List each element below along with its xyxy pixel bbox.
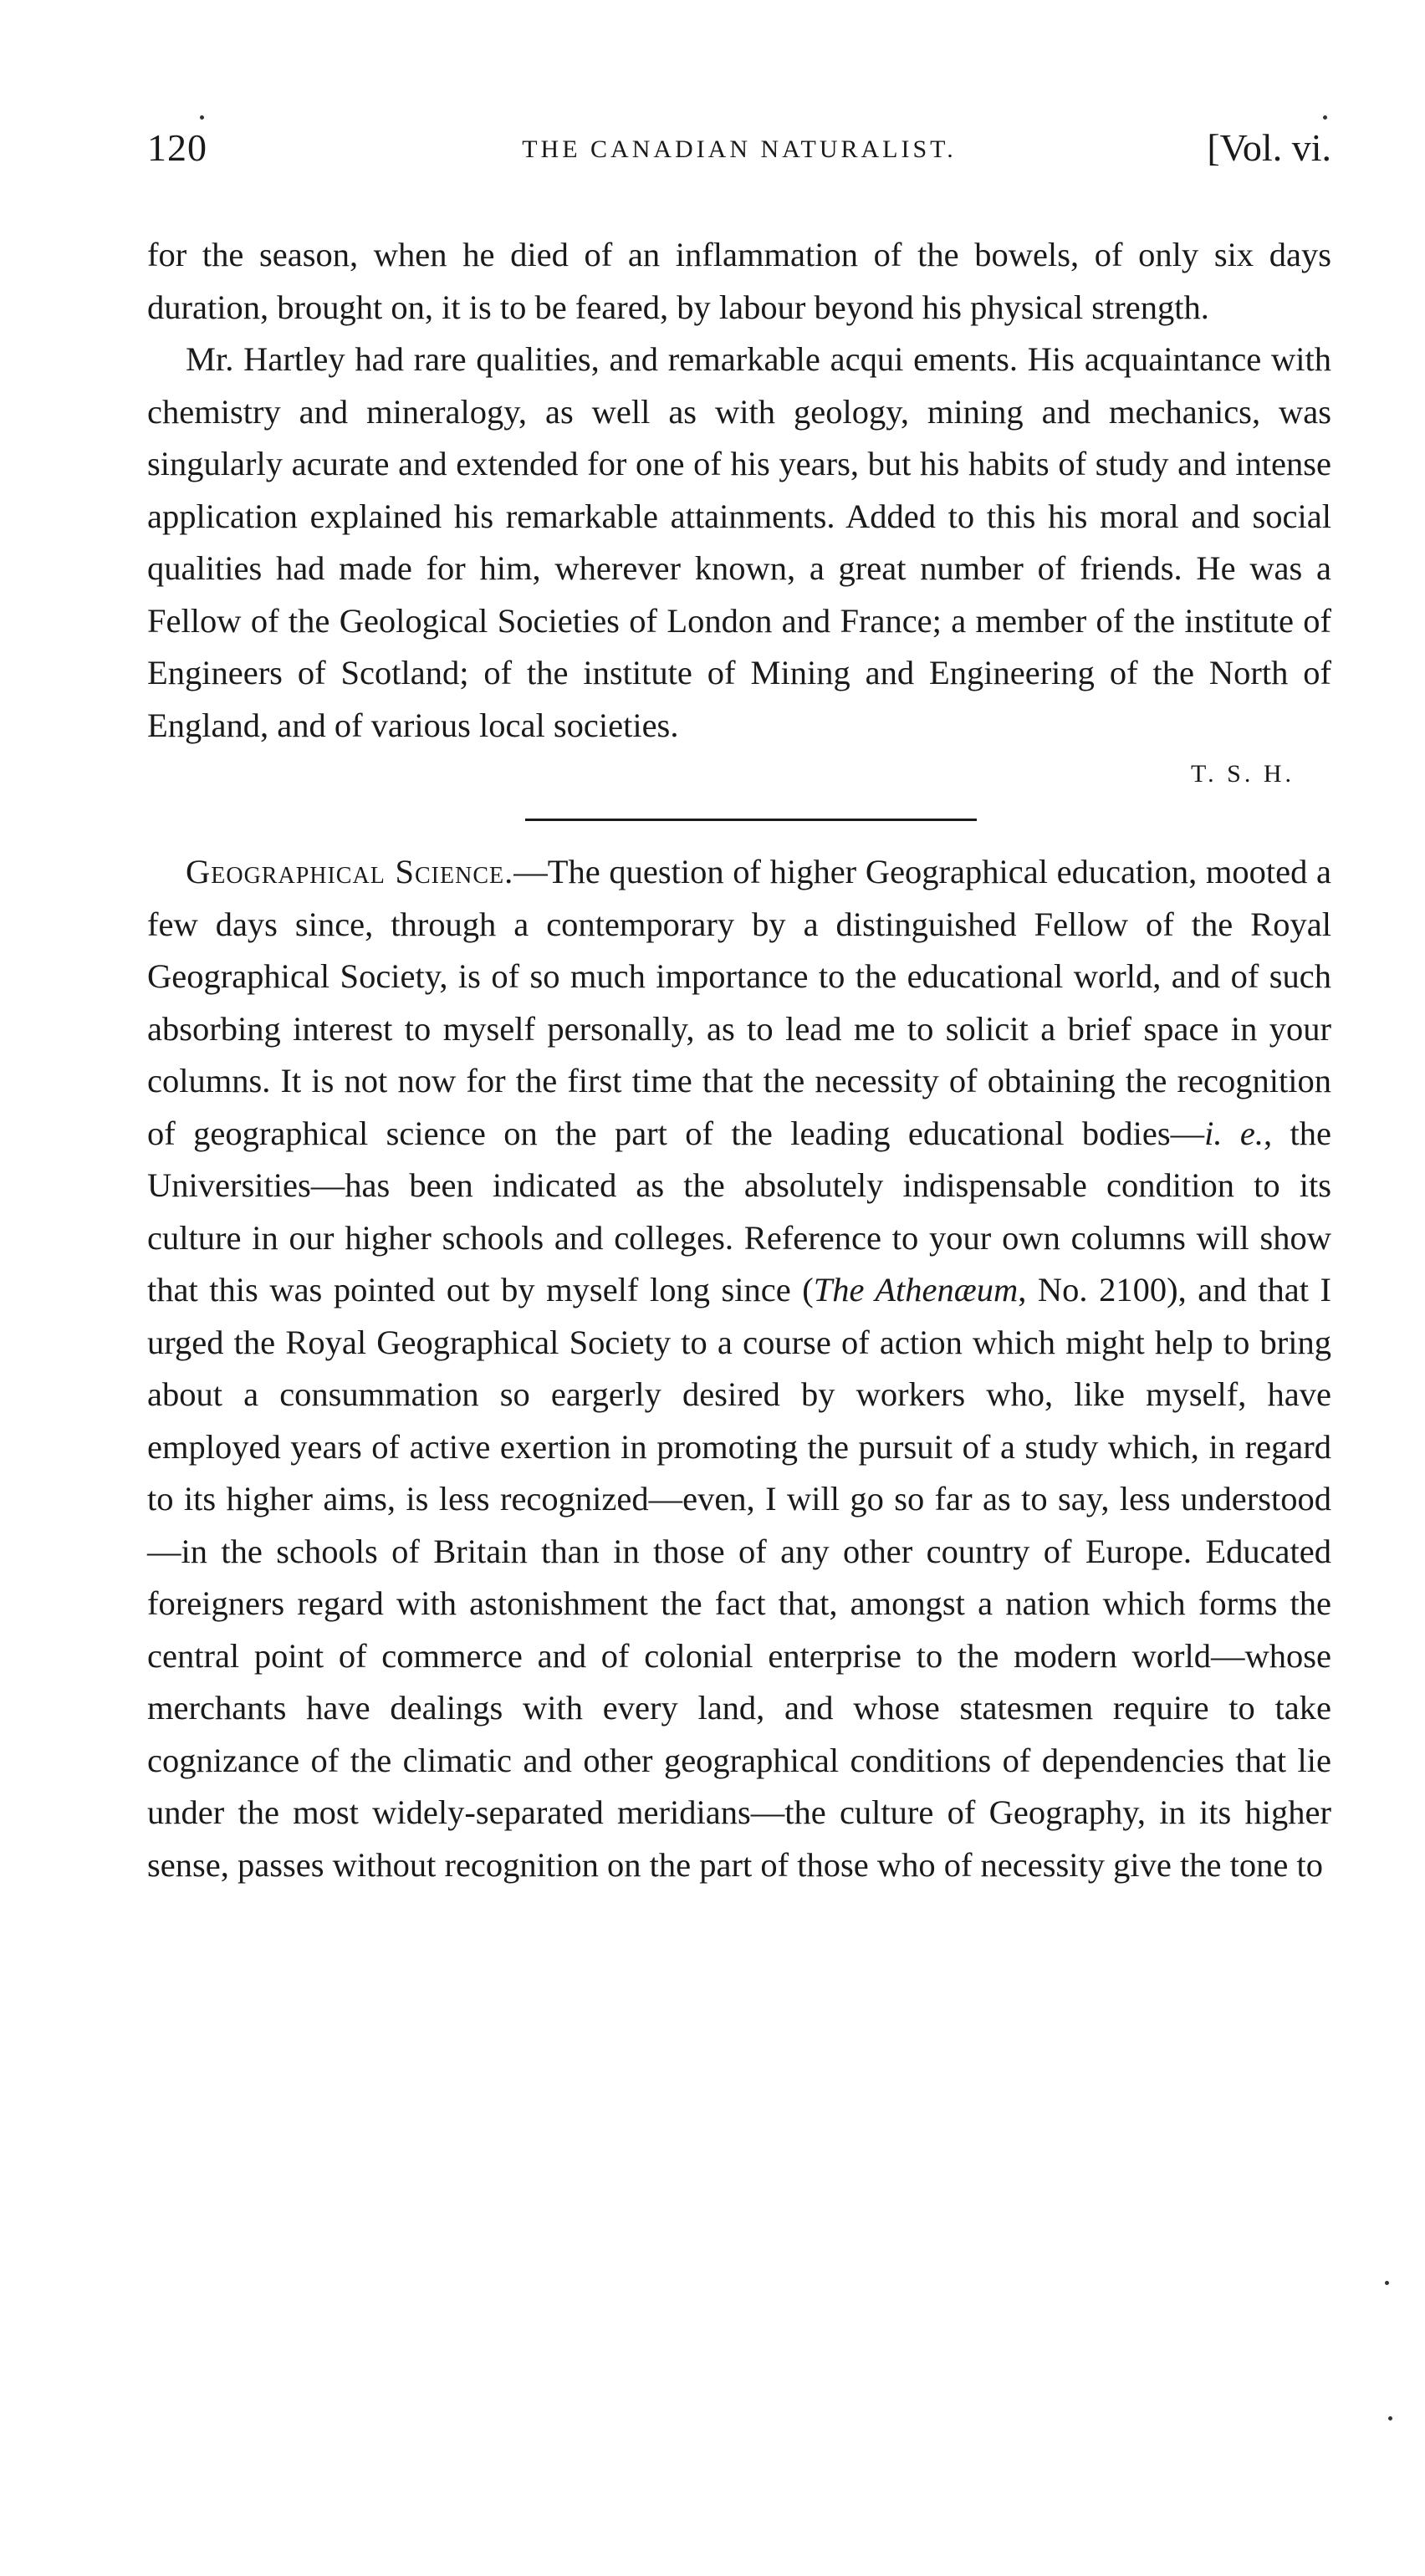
athenaeum-title: The Athenæum [813, 1271, 1019, 1308]
geography-paragraph [147, 846, 1331, 1891]
scan-speck [1385, 2281, 1389, 2285]
page-header [147, 125, 1331, 189]
article-body [147, 229, 1331, 752]
document-page [147, 125, 1331, 1891]
geography-text-2: , the Universities—has been indicated as the absolutely indispensable condition to its culture in our higher schools and colleges. Reference to your own columns will show that this was pointed out by myself long since ( [147, 1114, 1332, 1308]
obituary-paragraph-2: Mr. Hartley had rare qualities, and remarkable acqui ements. His acquaintance with chemistry and mineralogy, as well as with geology, mining and mechanics, was singularly acurate and extended for one of his years, but his habits of study and intense application explained his remarkable attainments. Added to this his moral and social qualities had made for him, wherever known, a great number of friends. He was a Fellow of the Geological Societies of London and France; a member of the institute of Engineers of Scotland; of the institute of Mining and Engineering of the North of England, and of various local societies. [147, 340, 1331, 744]
geography-text-3: , No. 2100), and that I urged the Royal Geographical Society to a course of action which might help to bring about a consummation so eargerly desired by workers who, like myself, have employed years of active exertion in promoting the pursuit of a study which, in regard to its higher aims, is less recognized—even, I will go so far as to say, less understood—in the schools of Britain than in those of any other country of Europe. Educated foreigners regard with astonishment the fact that, amongst a nation which forms the central point of commerce and of colonial enterprise to the modern world—whose merchants have dealings with every land, and whose statesmen require to take cognizance of the climatic and other geographical conditions of dependencies that lie under the most widely-separated meridians—the culture of Geography, in its higher sense, passes without recognition on the part of those who of necessity give the tone to [147, 1271, 1331, 1884]
section-heading: Geographical Science. [186, 853, 514, 890]
geography-text-1: —The question of higher Geographical education, mooted a few days since, through a contemporary by a distinguished Fellow of the Royal Geographical Society, is of so much importance to the educational world, and of such absorbing interest to myself personally, as to lead me to solicit a brief space in your columns. It is not now for the first time that the necessity of obtaining the recognition of geographical science on the part of the leading educational bodies— [147, 853, 1331, 1152]
page-number: 120 [147, 126, 207, 169]
running-title: THE CANADIAN NATURALIST. [522, 135, 957, 163]
scan-speck [1388, 2416, 1392, 2420]
obituary-signature: T. S. H. [1191, 760, 1295, 788]
scan-speck [200, 115, 204, 120]
obituary-paragraph-1: for the season, when he died of an inflammation of the bowels, of only six days duration, brought on, it is to be feared, by labour beyond his physical strength. [147, 236, 1331, 326]
scan-speck [1323, 115, 1327, 120]
section-divider [525, 819, 977, 821]
volume-label: [Vol. vi. [1207, 126, 1331, 169]
ie-abbreviation: i. e. [1204, 1114, 1264, 1152]
geography-section [147, 846, 1331, 1891]
